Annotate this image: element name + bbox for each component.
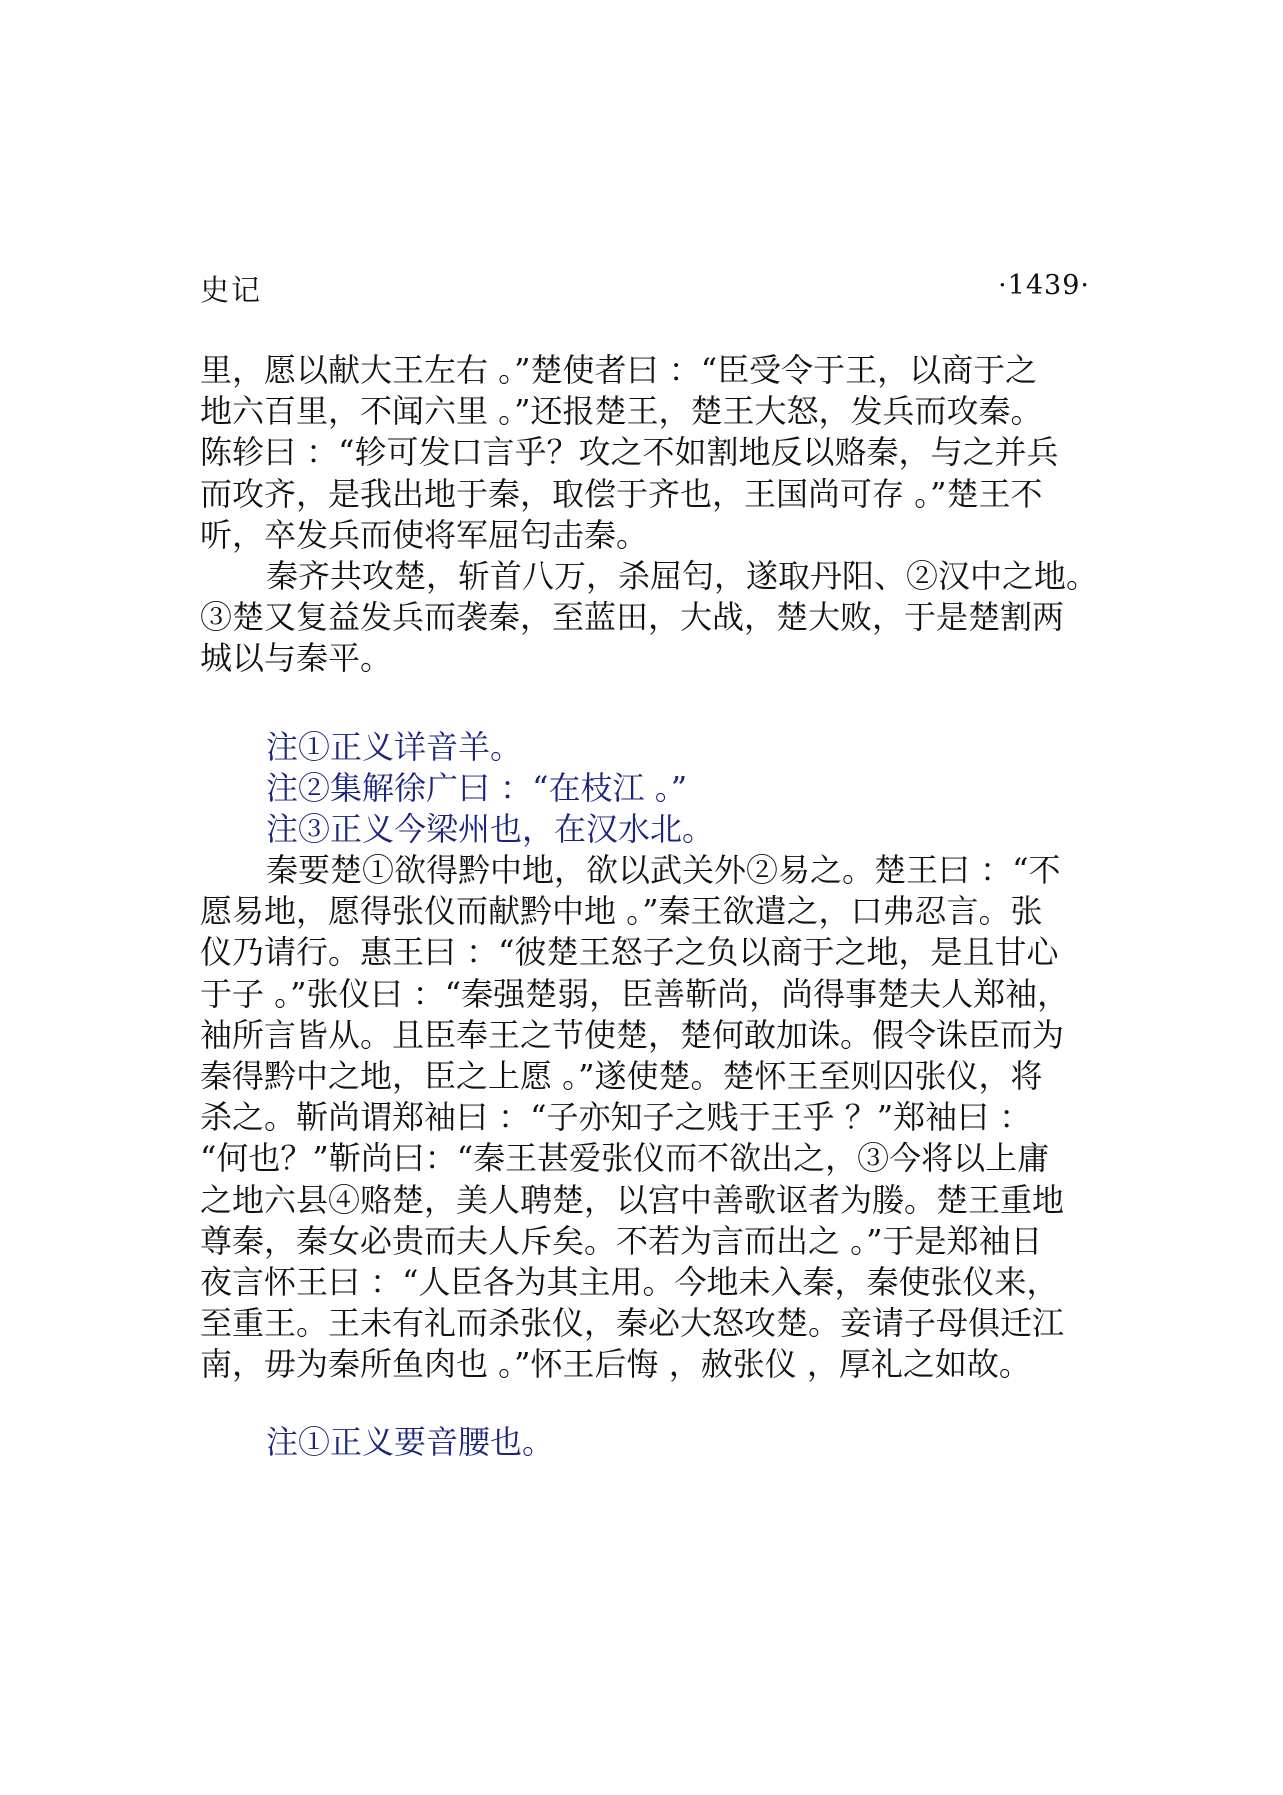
text-line: 杀之。靳尚谓郑袖曰 ：“子亦知子之贱于王乎 ？”郑袖曰 ： [200,1098,1032,1137]
paragraph-1 [200,350,1090,556]
text-line: 南，毋为秦所鱼肉也 。”怀王后悔 ，赦张仪 ，厚礼之如故。 [200,1345,1031,1384]
text-line: 至重王。王未有礼而杀张仪，秦必大怒攻楚。妾请子母俱迁江 [200,1304,1065,1343]
text-line: 秦要楚①欲得黔中地，欲以武关外②易之。楚王曰 ：“不 [266,851,1061,890]
text-line: “何也？”靳尚曰：“秦王甚爱张仪而不欲出之，③今将以上庸 [200,1139,1050,1178]
text-line: 秦得黔中之地，臣之上愿 。”遂使楚。楚怀王至则囚张仪，将 [200,1057,1043,1095]
page-header [200,268,1090,312]
note-line: 注①正义详音羊。 [266,727,523,766]
text-line: 尊秦，秦女必贵而夫人斥矣。不若为言而出之 。”于是郑袖日 [200,1221,1043,1260]
text-line: 于子 。”张仪曰 ：“秦强楚弱，臣善靳尚，尚得事楚夫人郑袖， [200,974,1070,1013]
note-line: 注②集解徐广曰 ：“在枝江 。” [266,768,688,807]
text-line: 愿易地，愿得张仪而献黔中地 。”秦王欲遣之，口弗忍言。张 [200,892,1043,931]
note-line: 注①正义要音腰也。 [266,1422,555,1461]
text-line: 夜言怀王曰 ：“人臣各为其主用。今地未入秦，秦使张仪来， [200,1262,1059,1301]
page-body [200,350,1099,1463]
text-line: 听，卒发兵而使将军屈匄击秦。 [200,515,649,554]
notes-block-1 [200,727,1090,851]
text-line: 里，愿以献大王左右 。”楚使者曰 ：“臣受令于王，以商于之 [200,351,1038,389]
book-title: 史记 [200,273,263,307]
text-line: ③楚又复益发兵而袭秦，至蓝田，大战，楚大败，于是楚割两 [200,598,1065,637]
text-line: 城以与秦平。 [200,639,393,678]
page-number: ·1439· [998,270,1090,301]
text-line: 之地六县④赂楚，美人聘楚，以宫中善歌讴者为媵。楚王重地 [200,1180,1065,1219]
text-line: 仪乃请行。惠王曰 ：“彼楚王怒子之负以商于之地，是且甘心 [200,933,1059,972]
spacer [200,680,1090,727]
paragraph-2 [200,556,1099,680]
note-line: 注③正义今梁州也，在汉水北。 [266,809,715,848]
text-line: 袖所言皆从。且臣奉王之节使楚，楚何敢加诛。假令诛臣而为 [200,1015,1065,1054]
text-line: 地六百里，不闻六里 。”还报楚王，楚王大怒，发兵而攻秦。 [200,392,1043,431]
text-line: 陈轸曰 ：“轸可发口言乎？攻之不如割地反以赂秦，与之并兵 [200,433,1059,472]
notes-block-2 [200,1422,1090,1463]
text-line: 秦齐共攻楚，斩首八万，杀屈匄，遂取丹阳、②汉中之地。 [266,556,1099,595]
spacer [200,1386,1090,1422]
text-line: 而攻齐，是我出地于秦，取偿于齐也，王国尚可存 。”楚王不 [200,474,1043,513]
paragraph-3 [200,850,1090,1385]
